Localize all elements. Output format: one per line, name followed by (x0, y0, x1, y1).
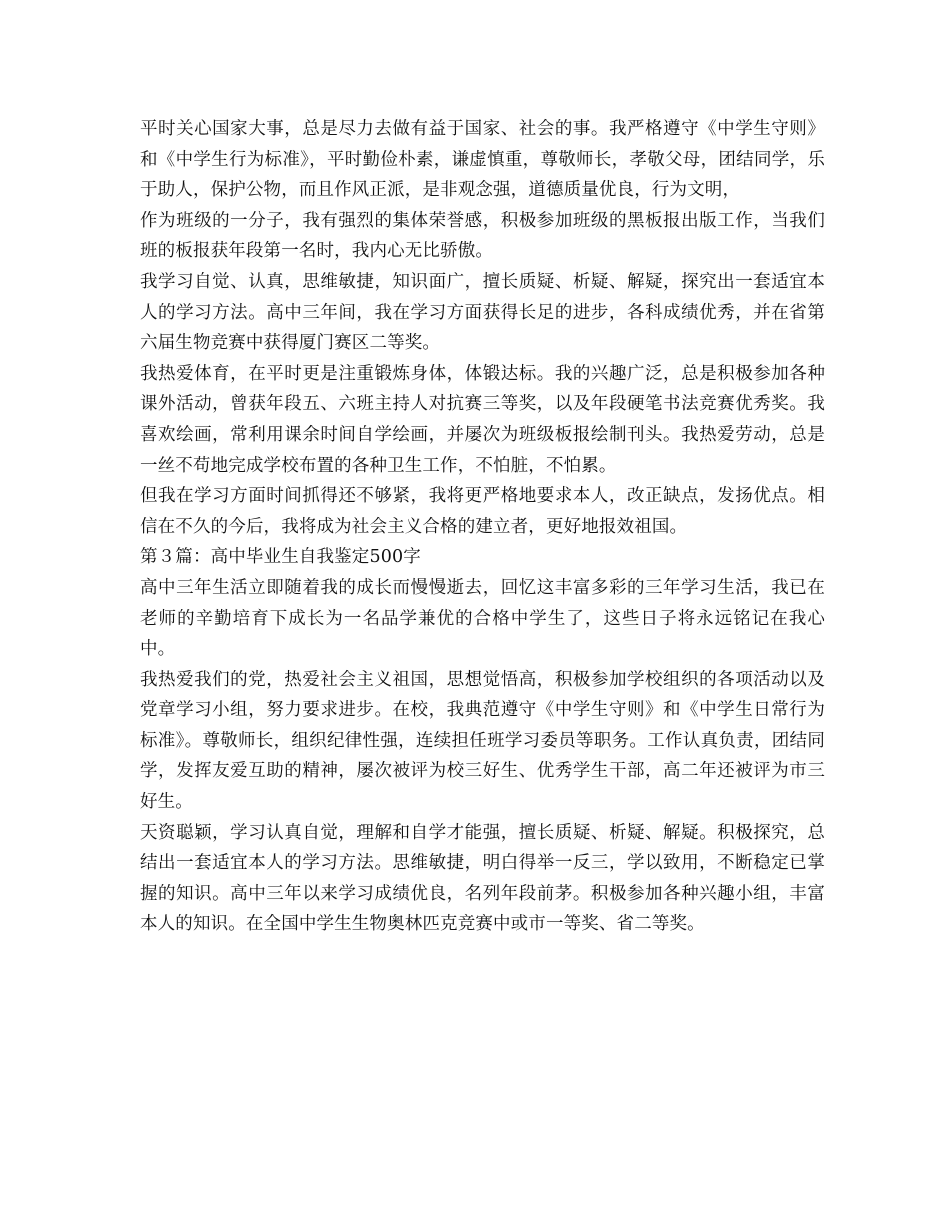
paragraph-shortcomings: 但我在学习方面时间抓得还不够紧，我将更严格地要求本人，改正缺点，发扬优点。相信在不久的今后，我将成为社会主义合格的建立者，更好地报效祖国。 (140, 486, 825, 537)
paragraph-class-honor: 作为班级的一分子，我有强烈的集体荣誉感，积极参加班级的黑板报出版工作，当我们班的板报获年段第一名时，我内心无比骄傲。 (140, 210, 825, 262)
paragraph-intro: 高中三年生活立即随着我的成长而慢慢逝去，回忆这丰富多彩的三年学习生活，我已在老师的辛勤培育下成长为一名品学兼优的合格中学生了，这些日子将永远铭记在我心中。 (140, 577, 825, 660)
paragraph-academic: 天资聪颖，学习认真自觉，理解和自学才能强，擅长质疑、析疑、解疑。积极探究，总结出一套适宜本人的学习方法。思维敏捷，明白得举一反三，学以致用，不断稳定已掌握的知识。高中三年以来学习成绩优良，名列年段前茅。积极参加各种兴趣小组，丰富本人的知识。在全国中学生生物奥林匹克竞赛中或市一等奖、省二等奖。 (140, 822, 825, 935)
paragraph-hobbies: 我热爱体育，在平时更是注重锻炼身体，体锻达标。我的兴趣广泛，总是积极参加各种课外活动，曾获年段五、六班主持人对抗赛三等奖，以及年段硬笔书法竞赛优秀奖。我喜欢绘画，常利用课余时间自学绘画，并屡次为班级板报绘制刊头。我热爱劳动，总是一丝不苟地完成学校布置的各种卫生工作，不怕脏，不怕累。 (140, 363, 825, 476)
document-body (140, 114, 825, 940)
paragraph-political: 我热爱我们的党，热爱社会主义祖国，思想觉悟高，积极参加学校组织的各项活动以及党章学习小组，努力要求进步。在校，我典范遵守《中学生守则》和《中学生日常行为标准》。尊敬师长，组织纪律性强，连续担任班学习委员等职务。工作认真负责，团结同学，发挥友爱互助的精神，屡次被评为校三好生、优秀学生干部，高二年还被评为市三好生。 (140, 669, 825, 813)
section-heading: 第３篇：高中毕业生自我鉴定500字 (140, 547, 421, 568)
paragraph-study: 我学习自觉、认真，思维敏捷，知识面广，擅长质疑、析疑、解疑，探究出一套适宜本人的学习方法。高中三年间，我在学习方面获得长足的进步，各科成绩优秀，并在省第六届生物竞赛中获得厦门赛区二等奖。 (140, 271, 825, 354)
paragraph-conduct: 平时关心国家大事，总是尽力去做有益于国家、社会的事。我严格遵守《中学生守则》和《中学生行为标准》，平时勤俭朴素，谦虚慎重，尊敬师长，孝敬父母，团结同学，乐于助人，保护公物，而且作风正派，是非观念强，道德质量优良，行为文明， (140, 119, 825, 201)
